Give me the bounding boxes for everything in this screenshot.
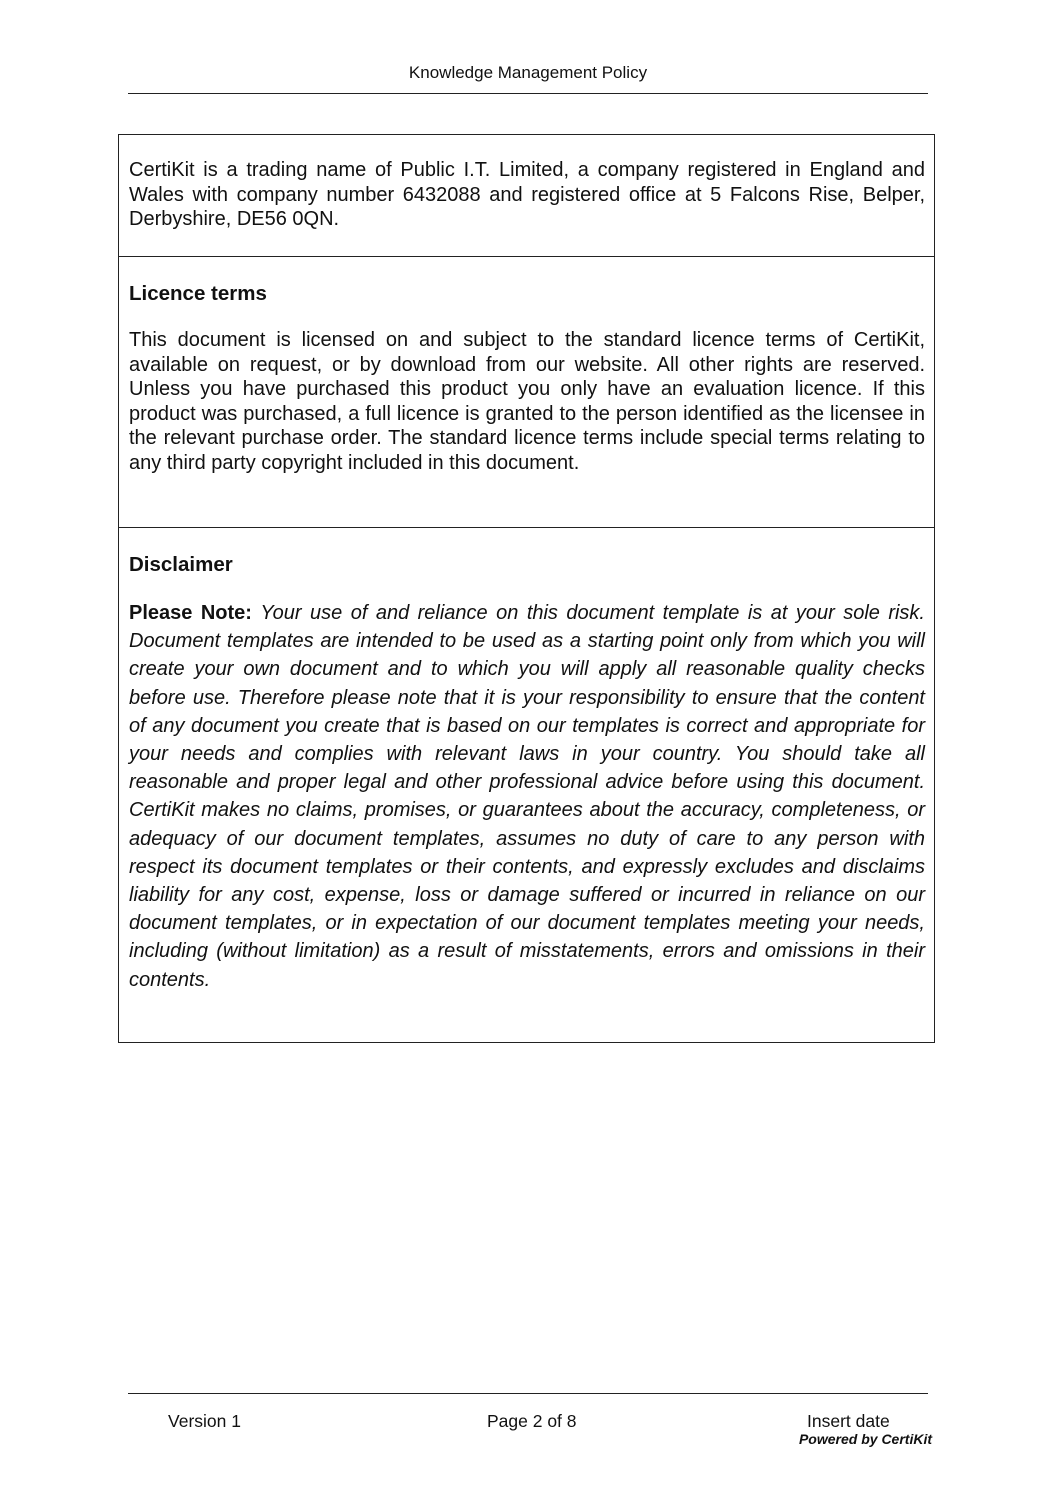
company-notice-text: CertiKit is a trading name of Public I.T. Limited, a company registered in England and Wales with company number 6432088 and registered office at 5 Falcons Rise, Belper, Derbyshire, DE56 0QN.	[129, 159, 925, 231]
header-divider	[128, 93, 928, 94]
disclaimer-heading: Disclaimer	[129, 553, 233, 576]
company-notice-section	[119, 135, 934, 257]
footer-date: Insert date	[807, 1411, 890, 1431]
disclaimer-body: Your use of and reliance on this document template is at your sole risk. Document templates are intended to be used as a starting point only from which you will create your own document and to which you will apply all reasonable quality checks before use. Therefore please note that it is your responsibility to ensure that the content of any document you create that is based on our templates is correct and appropriate for your needs and complies with relevant laws in your country. You should take all reasonable and proper legal and other professional advice before using this document. CertiKit makes no claims, promises, or guarantees about the accuracy, completeness, or adequacy of our document templates, assumes no duty of care to any person with respect its document templates or their contents, and expressly excludes and disclaims liability for any cost, expense, loss or damage suffered or incurred in reliance on our document templates, or in expectation of our document templates meeting your needs, including (without limitation) as a result of misstatements, errors and omissions in their contents.	[129, 602, 925, 991]
disclaimer-text	[129, 599, 925, 994]
licence-text: This document is licensed on and subject to the standard licence terms of CertiKit, available on request, or by download from our website. All other rights are reserved. Unless you have purchased this product you only have an evaluation licence. If this product was purchased, a full licence is granted to the person identified as the licensee in the relevant purchase order. The standard licence terms include special terms relating to any third party copyright included in this document.	[129, 329, 925, 474]
footer-page-number: Page 2 of 8	[487, 1411, 577, 1431]
disclaimer-section	[119, 528, 934, 1042]
footer-version: Version 1	[168, 1411, 241, 1431]
licence-section	[119, 257, 934, 528]
licence-heading: Licence terms	[129, 282, 267, 305]
page-header-title: Knowledge Management Policy	[408, 63, 648, 82]
please-note-label: Please Note:	[129, 602, 252, 624]
footer-divider	[128, 1393, 928, 1394]
notice-box	[118, 134, 935, 1043]
footer-powered-by: Powered by CertiKit	[798, 1431, 932, 1447]
